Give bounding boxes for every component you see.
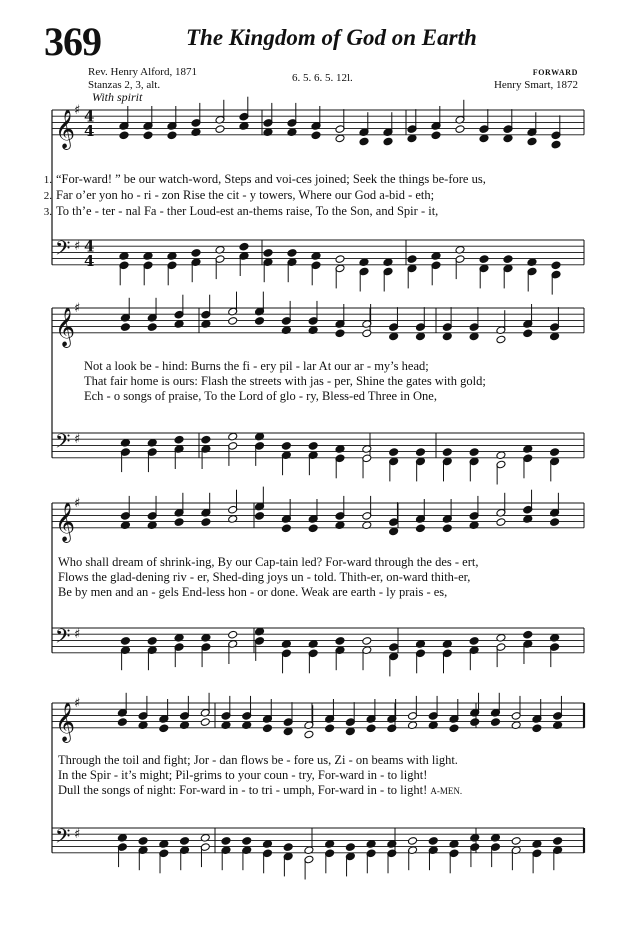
note-head (551, 140, 561, 149)
note-head (147, 323, 157, 332)
sharp-icon: ♯ (74, 103, 81, 118)
treble-clef-icon: 𝄞 (55, 108, 76, 149)
stanza-number: 1. (43, 174, 52, 186)
note-head (308, 524, 318, 533)
note-head (147, 637, 157, 646)
note-head (200, 718, 210, 727)
note-head (431, 131, 441, 140)
note-head (167, 131, 177, 140)
treble-clef-icon: 𝄞 (55, 701, 76, 742)
note-head (281, 524, 291, 533)
note-head (345, 843, 355, 852)
note-head (503, 134, 513, 143)
note-head (479, 134, 489, 143)
lyrics-system-3 (58, 555, 478, 600)
tempo-marking: With spirit (92, 90, 143, 104)
sharp-icon: ♯ (74, 827, 81, 843)
note-head (511, 837, 521, 846)
note-head (143, 131, 153, 140)
note-head (469, 637, 479, 646)
note-head (389, 527, 399, 536)
stanza-number: 3. (43, 206, 52, 218)
stanza-number: 2. (43, 190, 52, 202)
note-head (239, 242, 249, 251)
stanza-note: Stanzas 2, 3, alt. (88, 79, 161, 91)
bass-clef-icon: 𝄢 (55, 624, 71, 653)
note-head (120, 637, 130, 646)
note-head (442, 524, 452, 533)
treble-clef-icon: 𝄞 (55, 306, 76, 347)
note-head (191, 249, 201, 258)
note-head (527, 137, 537, 146)
note-head (523, 630, 533, 639)
note-head (362, 637, 372, 646)
note-head (550, 332, 560, 341)
note-head (408, 837, 418, 846)
note-head (455, 125, 465, 134)
note-head (470, 718, 480, 727)
note-head (283, 843, 293, 852)
bass-clef-icon: 𝄢 (55, 824, 71, 853)
note-head (215, 125, 225, 134)
verse-line: That fair home is ours: Flash the streets with jas - per, Shine the gates with gold; (84, 374, 486, 388)
verse-line: Who shall dream of shrink-ing, By our Cap-tain led? For-ward through the des - ert, (58, 555, 479, 569)
note-head (415, 524, 425, 533)
note-head (503, 255, 513, 264)
note-head (389, 643, 399, 652)
note-head (174, 518, 184, 527)
note-head (263, 249, 273, 258)
note-head (119, 131, 129, 140)
note-head (221, 837, 231, 846)
note-head (180, 837, 190, 846)
note-head (308, 442, 318, 451)
note-head (407, 134, 417, 143)
note-head (469, 332, 479, 341)
bass-clef-icon: 𝄢 (55, 429, 71, 458)
lyric-text: Far o’er yon ho - ri - zon Rise the cit - y towers, Where our God a-bid - eth; (56, 188, 435, 202)
note-head (335, 637, 345, 646)
note-head (551, 261, 561, 270)
tune-name: FORWARD (532, 68, 578, 77)
sharp-icon: ♯ (74, 239, 81, 255)
author-credit: Rev. Henry Alford, 1871 (88, 66, 197, 78)
verse-line: Through the toil and fight; Jor - dan flows be - fore us, Zi - on beams with light. (58, 753, 458, 767)
composer-credit: Henry Smart, 1872 (493, 79, 578, 91)
hymn-number: 369 (44, 19, 101, 64)
note-head (389, 448, 399, 457)
verse-line: In the Spir - it’s might; Pil-grims to your coun - try, For-ward in - to light! (58, 768, 428, 782)
time-signature: 4 (84, 121, 95, 140)
note-head (117, 718, 127, 727)
note-head (407, 255, 417, 264)
sharp-icon: ♯ (74, 301, 81, 316)
note-head (442, 448, 452, 457)
note-head (283, 727, 293, 736)
note-head (415, 332, 425, 341)
verse-line: Ech - o songs of praise, To the Lord of glo - ry, Bless-ed Three in One, (84, 389, 437, 403)
note-head (311, 131, 321, 140)
note-head (496, 335, 506, 344)
note-head (496, 518, 506, 527)
treble-clef-icon: 𝄞 (55, 501, 76, 542)
lyrics-system-2 (84, 359, 486, 404)
note-head (550, 448, 560, 457)
note-head (120, 323, 130, 332)
note-head (228, 630, 238, 639)
note-head (550, 518, 560, 527)
note-head (469, 448, 479, 457)
note-head (389, 332, 399, 341)
sharp-icon: ♯ (74, 627, 81, 643)
meter: 6. 5. 6. 5. 12l. (292, 72, 353, 84)
note-head (255, 317, 265, 326)
lyric-text: “For-ward! ” be our watch-word, Steps and voi-ces joined; Seek the things be-fore us, (56, 172, 486, 186)
note-head (359, 137, 369, 146)
note-head (138, 837, 148, 846)
verse-line: Flows the glad-dening riv - er, Shed-ding joys un - told. Thith-er, on-ward thith-er, (58, 570, 471, 584)
verse-line (58, 783, 462, 799)
note-head (335, 134, 345, 143)
bass-clef-icon: 𝄢 (55, 236, 71, 265)
note-head (262, 724, 272, 733)
verse-line (30, 172, 486, 188)
hymn-title: The Kingdom of God on Earth (186, 25, 477, 50)
note-head (553, 837, 563, 846)
note-head (345, 727, 355, 736)
note-head (242, 837, 252, 846)
lyric-text: To th’e - ter - nal Fa - ther Loud-est an-thems raise, To the Son, and Spir - it, (56, 204, 439, 218)
note-head (383, 137, 393, 146)
note-head (304, 730, 314, 739)
note-head (255, 512, 265, 521)
verse-line: Be by men and an - gels End-less hon - or done. Weak are earth - ly prais - es, (58, 585, 448, 599)
note-head (532, 724, 542, 733)
note-head (201, 435, 211, 444)
note-head (335, 255, 345, 264)
note-head (159, 724, 169, 733)
note-head (335, 329, 345, 338)
verse-line: Not a look be - hind: Burns the fi - ery pil - lar At our ar - my’s head; (84, 359, 429, 373)
sharp-icon: ♯ (74, 496, 81, 511)
time-signature: 4 (84, 251, 95, 270)
sharp-icon: ♯ (74, 696, 81, 711)
note-head (287, 249, 297, 258)
note-head (479, 255, 489, 264)
lyrics-system-1 (30, 172, 486, 220)
note-head (428, 837, 438, 846)
lyrics-system-4 (58, 753, 462, 799)
note-head (449, 724, 459, 733)
note-head (366, 724, 376, 733)
sharp-icon: ♯ (74, 432, 81, 448)
verse-line (30, 204, 486, 220)
time-signature: 4 (84, 237, 95, 256)
note-head (442, 332, 452, 341)
lyric-text: Dull the songs of night: For-ward in - to tri - umph, For-ward in - to light! (58, 783, 428, 797)
time-signature: 4 (84, 107, 95, 126)
note-head (415, 448, 425, 457)
verse-line (30, 188, 486, 204)
note-head (174, 435, 184, 444)
note-head (201, 518, 211, 527)
note-head (228, 317, 238, 326)
note-head (325, 724, 335, 733)
amen: A-MEN. (430, 786, 463, 796)
note-head (281, 442, 291, 451)
note-head (523, 329, 533, 338)
note-head (490, 718, 500, 727)
